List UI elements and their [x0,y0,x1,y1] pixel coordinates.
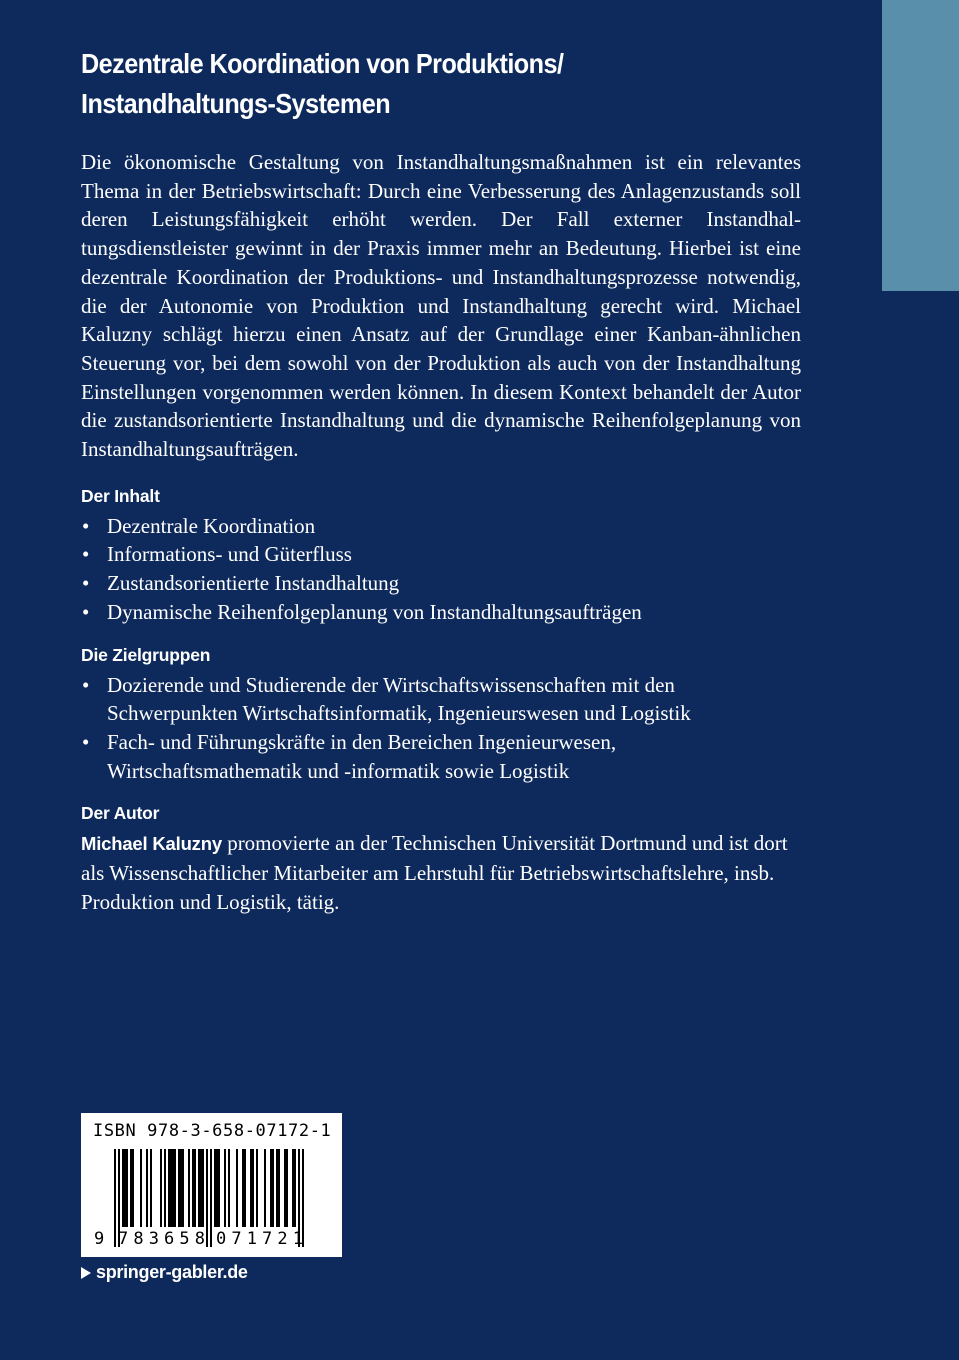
list-item [81,598,801,627]
barcode-bar [202,1149,204,1227]
barcode-bar [284,1149,286,1227]
barcode-bar [194,1149,196,1227]
book-description: Die ökonomische Gestaltung von Instandhaltungsmaßnahmen ist ein relevantes Thema in der Betriebswirtschaft: Durch eine Verbesserung des Anlagenzustands soll deren Leistungsfähigkeit erhöht werden. Der Fall externer Instandhaltungsdienstleister gewinnt in der Praxis immer mehr an Bedeutung. Hierbei ist eine dezentrale Koordination der Produktions- und Instandhaltungsprozesse notwendig, die der Autonomie von Produktion und Instandhaltung gerecht wird. Michael Kaluzny schlägt hierzu einen Ansatz auf der Grundlage einer Kanban-ähnlichen Steuerung vor, bei dem sowohl von der Produktion als auch von der Instandhaltung Einstellungen vorgenommen werden können. In diesem Kontext behandelt der Autor die zustandsorientierte Instandhaltung und die dynamische Reihenfolgeplanung von Instandhaltungsaufträgen. [81,150,801,462]
barcode-bar [218,1149,220,1227]
barcode-bar [178,1149,180,1227]
list-item-text: Informations- und Güterfluss [107,542,352,567]
barcode-bar [168,1149,170,1227]
ean-digit-lead: 9 [94,1229,105,1249]
barcode-bar [146,1149,148,1227]
barcode-bar [198,1149,200,1227]
zielgruppen-list [81,671,801,786]
barcode-bar [182,1149,184,1227]
list-item [81,671,801,728]
barcode-bar [228,1149,230,1227]
barcode-bar [192,1149,194,1227]
barcode-bar [214,1149,216,1227]
barcode-bar [140,1149,142,1227]
bullet-icon: • [82,571,90,596]
list-item-text: Dozierende und Studierende der Wirtschaftswissenschaften mit den Schwerpunkten Wirtschaftsinformatik, Ingenieurswesen und Logistik [107,672,691,726]
list-item [81,512,801,541]
barcode-bar [250,1149,252,1227]
inhalt-list [81,512,801,627]
barcode-bar [170,1149,172,1227]
list-item-text: Dezentrale Koordination [107,513,316,538]
ean-digits-left: 783658 [118,1229,205,1249]
barcode-bar [236,1149,238,1227]
heading-der-autor: Der Autor [81,803,160,824]
barcode-bar [130,1149,132,1227]
bullet-icon: • [82,729,90,754]
bullet-icon: • [82,542,90,567]
barcode-bar [292,1149,294,1227]
author-name: Michael Kaluzny [81,833,222,855]
list-item [81,540,801,569]
barcode-bar [160,1149,162,1227]
barcode-guard-bar [206,1149,208,1247]
heading-der-inhalt: Der Inhalt [81,485,160,506]
barcode-bar [216,1149,218,1227]
list-item-text: Fach- und Führungskräfte in den Bereichen Ingenieurwesen, Wirtschaftsmathematik und -informatik sowie Logistik [107,729,617,783]
barcode-bar [242,1149,244,1227]
barcode-bar [224,1149,226,1227]
heading-die-zielgruppen: Die Zielgruppen [81,644,211,665]
bullet-icon: • [82,599,90,624]
barcode-bar [122,1149,124,1227]
barcode-guard-bar [114,1149,116,1247]
barcode-bar [278,1149,280,1227]
barcode-bar [180,1149,182,1227]
barcode-bar [276,1149,278,1227]
list-item [81,569,801,598]
barcode-guard-bar [210,1149,212,1247]
barcode-bar [172,1149,174,1227]
isbn-barcode [81,1113,342,1257]
barcode-bar [132,1149,134,1227]
publisher-url: springer-gabler.de [96,1262,248,1282]
bullet-icon: • [82,672,90,697]
barcode-bar [294,1149,296,1227]
bullet-icon: • [82,513,90,538]
author-bio [81,829,801,916]
barcode-bar [244,1149,246,1227]
list-item-text: Zustandsorientierte Instandhaltung [107,571,400,596]
barcode-bar [200,1149,202,1227]
isbn-number: ISBN 978-3-658-07172-1 [93,1121,332,1141]
list-item-text: Dynamische Reihenfolgeplanung von Instandhaltungsaufträgen [107,599,642,624]
barcode-bar [272,1149,274,1227]
barcode-bar [126,1149,128,1227]
barcode-bar [252,1149,254,1227]
book-title-line-1: Dezentrale Koordination von Produktions/ [81,48,564,79]
cover-content [81,44,801,916]
barcode-bar [174,1149,176,1227]
book-title-line-2: Instandhaltungs-Systemen [81,88,391,119]
author-bio-text: promovierte an der Technischen Universität Dortmund und ist dort als Wissenschaftlicher Mitarbeiter am Lehrstuhl für Betriebswirtschaftslehre, insb. Produktion und Logistik, tätig. [81,831,788,914]
barcode-bar [150,1149,152,1227]
barcode-bar [188,1149,190,1227]
book-title [81,44,729,124]
list-item [81,728,801,785]
barcode-bar [286,1149,288,1227]
accent-bar [882,0,959,291]
arrow-right-icon [81,1267,91,1279]
barcode-bar [270,1149,272,1227]
barcode-bar [124,1149,126,1227]
ean-digits-right: 071721 [216,1229,303,1249]
barcode-bar [164,1149,166,1227]
publisher-link[interactable] [81,1262,248,1283]
barcode-bar [256,1149,258,1227]
barcode-bar [264,1149,266,1227]
